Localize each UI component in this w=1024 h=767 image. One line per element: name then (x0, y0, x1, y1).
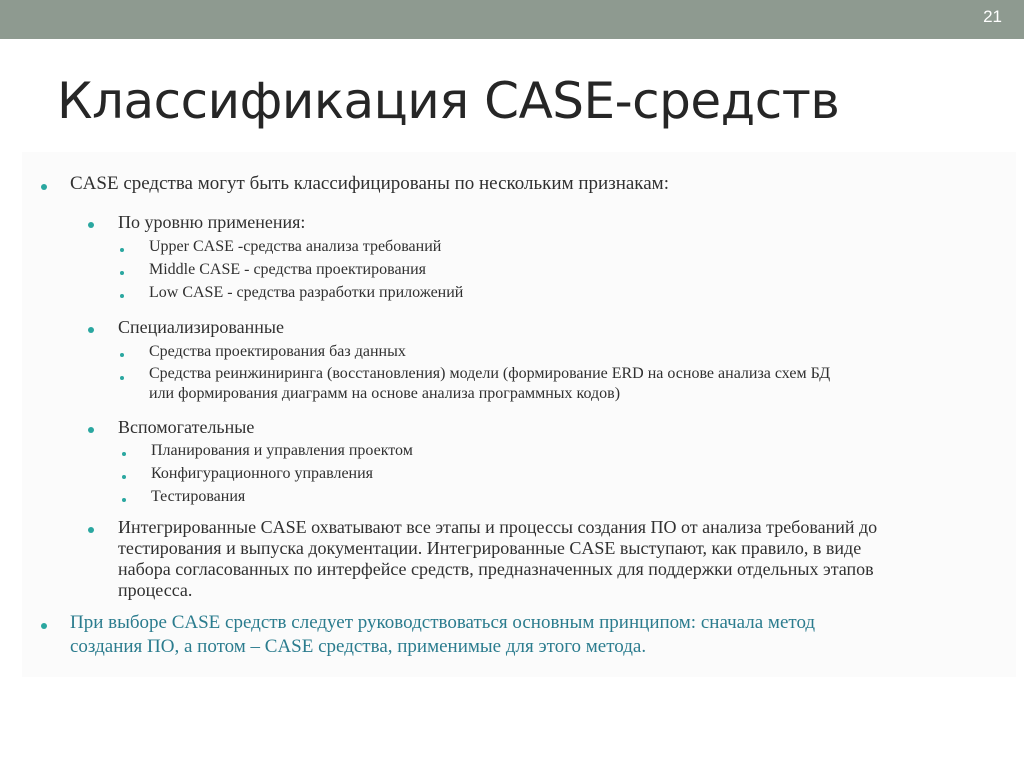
bullet-icon (41, 623, 47, 629)
bullet-icon (88, 427, 94, 433)
list-item: Тестирования (151, 488, 246, 505)
list-item: Средства проектирования баз данных (149, 343, 406, 360)
group-label: По уровню применения: (118, 212, 306, 232)
sub-bullet-icon (120, 248, 124, 252)
integrated-line: Интегрированные CASE охватывают все этапы и процессы создания ПО от анализа требований до (118, 517, 878, 537)
list-item: Планирования и управления проектом (151, 442, 413, 459)
sub-bullet-icon (122, 475, 126, 479)
slide-content (22, 152, 1016, 677)
integrated-line: процесса. (118, 580, 193, 600)
intro-text: CASE средства могут быть классифицированы по нескольким признакам: (70, 173, 669, 194)
sub-bullet-icon (120, 271, 124, 275)
slide-title: Классификация CASE-средств (57, 72, 840, 130)
bullet-icon (41, 184, 47, 190)
list-item: Low CASE - средства разработки приложений (149, 284, 464, 301)
bullet-icon (88, 327, 94, 333)
sub-bullet-icon (122, 452, 126, 456)
sub-bullet-icon (120, 376, 124, 380)
bullet-icon (88, 527, 94, 533)
integrated-line: тестирования и выпуска документации. Интегрированные CASE выступают, как правило, в виде (118, 538, 862, 558)
principle-line: создания ПО, а потом – CASE средства, применимые для этого метода. (70, 636, 647, 657)
slide-header-bar (0, 0, 1024, 39)
list-item: Upper CASE -средства анализа требований (149, 238, 442, 255)
list-item: Конфигурационного управления (151, 465, 374, 482)
list-item-continuation: или формирования диаграмм на основе анализа программных кодов) (149, 385, 621, 402)
group-label: Специализированные (118, 317, 284, 337)
list-item: Средства реинжиниринга (восстановления) модели (формирование ERD на основе анализа схем БД (149, 365, 831, 382)
list-item: Middle CASE - средства проектирования (149, 261, 427, 278)
bullet-icon (88, 222, 94, 228)
sub-bullet-icon (122, 498, 126, 502)
sub-bullet-icon (120, 294, 124, 298)
slide-number: 21 (983, 7, 1002, 26)
sub-bullet-icon (120, 353, 124, 357)
principle-line: При выборе CASE средств следует руководствоваться основным принципом: сначала метод (70, 612, 816, 633)
integrated-line: набора согласованных по интерфейсе средств, предназначенных для поддержки отдельных этапов (118, 559, 874, 579)
group-label: Вспомогательные (118, 417, 255, 437)
